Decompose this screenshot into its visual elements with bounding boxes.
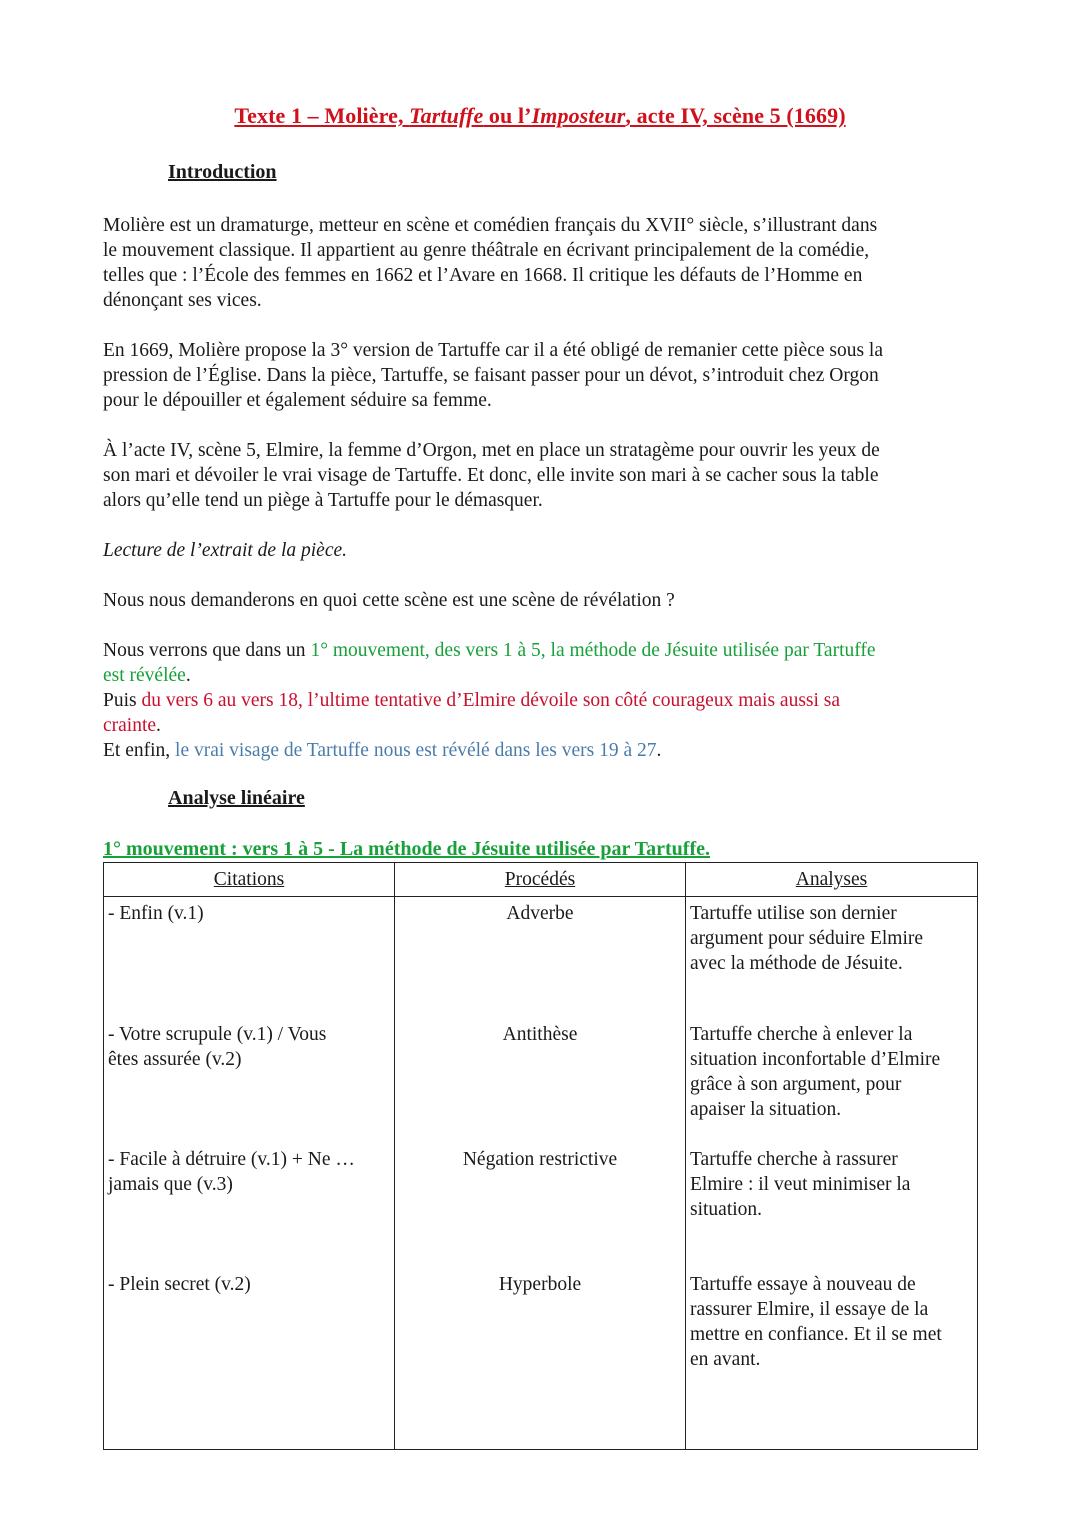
- plan-movement-1-line-1: Nous verrons que dans un 1° mouvement, des vers 1 à 5, la méthode de Jésuite utilisée par Tartuffe: [103, 640, 876, 661]
- text-line: rassurer Elmire, il essaye de la: [690, 1298, 929, 1320]
- analysis-heading: Analyse linéaire: [168, 787, 305, 809]
- text-line: - Votre scrupule (v.1) / Vous: [108, 1023, 327, 1045]
- reading-note: Lecture de l’extrait de la pièce.: [103, 540, 348, 561]
- plan-movement-2-line-2: crainte.: [103, 715, 161, 736]
- procede-cell: Antithèse: [395, 1022, 686, 1147]
- analyse-cell: [686, 897, 978, 1022]
- text-line: telles que : l’École des femmes en 1662 et l’Avare en 1668. Il critique les défauts de l’Homme en: [103, 265, 863, 286]
- text-line: - Plein secret (v.2): [108, 1273, 251, 1295]
- text-line: mettre en confiance. Et il se met: [690, 1323, 942, 1345]
- text-line: dénonçant ses vices.: [103, 290, 262, 311]
- text-line: Elmire : il veut minimiser la: [690, 1173, 911, 1195]
- text-line: situation.: [690, 1198, 763, 1220]
- table-row: [104, 1272, 978, 1450]
- citation-cell: [104, 897, 395, 1022]
- text-line: apaiser la situation.: [690, 1098, 842, 1120]
- text-line: alors qu’elle tend un piège à Tartuffe pour le démasquer.: [103, 490, 543, 511]
- document-title: Texte 1 – Molière, Tartuffe ou l’Imposteur, acte IV, scène 5 (1669): [234, 103, 846, 128]
- text-line: Tartuffe cherche à rassurer: [690, 1148, 898, 1170]
- text-line: le mouvement classique. Il appartient au genre théâtrale en écrivant principalement de la comédie,: [103, 240, 870, 261]
- text-line: avec la méthode de Jésuite.: [690, 953, 903, 974]
- text-line: grâce à son argument, pour: [690, 1073, 902, 1095]
- analyse-cell: [686, 1147, 978, 1272]
- citation-cell: [104, 1022, 395, 1147]
- column-header-analyses: Analyses: [686, 863, 978, 897]
- text-line: Tartuffe essaye à nouveau de: [690, 1273, 916, 1295]
- text-line: pour le dépouiller et également séduire sa femme.: [103, 390, 492, 411]
- movement-1-title: 1° mouvement : vers 1 à 5 - La méthode de Jésuite utilisée par Tartuffe.: [103, 838, 711, 860]
- text-line: pression de l’Église. Dans la pièce, Tartuffe, se faisant passer pour un dévot, s’introduit chez Orgon: [103, 365, 879, 386]
- text-line: argument pour séduire Elmire: [690, 928, 924, 949]
- plan-paragraph: [103, 638, 983, 763]
- problematic-question: Nous nous demanderons en quoi cette scène est une scène de révélation ?: [103, 590, 675, 611]
- text-line: êtes assurée (v.2): [108, 1048, 242, 1070]
- text-line: Tartuffe utilise son dernier: [690, 903, 897, 924]
- text-line: jamais que (v.3): [108, 1173, 233, 1195]
- table-header-row: [104, 863, 978, 897]
- introduction-heading: Introduction: [168, 161, 277, 183]
- text-line: En 1669, Molière propose la 3° version de Tartuffe car il a été obligé de remanier cette pièce sous la: [103, 340, 883, 361]
- table-row: [104, 1147, 978, 1272]
- text-line: Tartuffe cherche à enlever la: [690, 1023, 913, 1045]
- intro-paragraph-3: [103, 438, 983, 513]
- plan-movement-2-line-1: Puis du vers 6 au vers 18, l’ultime tentative d’Elmire dévoile son côté courageux mais aussi sa: [103, 690, 841, 711]
- intro-paragraph-1: [103, 213, 983, 313]
- plan-movement-3: Et enfin, le vrai visage de Tartuffe nous est révélé dans les vers 19 à 27.: [103, 740, 662, 761]
- procede-cell: Adverbe: [395, 897, 686, 1022]
- intro-paragraph-2: [103, 338, 983, 413]
- analysis-table: [103, 862, 978, 1450]
- analyse-cell: [686, 1022, 978, 1147]
- procede-cell: Hyperbole: [395, 1272, 686, 1450]
- citation-cell: [104, 1272, 395, 1450]
- column-header-procedes: Procédés: [395, 863, 686, 897]
- text-line: - Facile à détruire (v.1) + Ne …: [108, 1148, 355, 1170]
- text-line: - Enfin (v.1): [108, 903, 204, 924]
- text-line: Molière est un dramaturge, metteur en scène et comédien français du XVII° siècle, s’illustrant dans: [103, 215, 878, 236]
- text-line: en avant.: [690, 1348, 761, 1370]
- column-header-citations: Citations: [104, 863, 395, 897]
- text-line: À l’acte IV, scène 5, Elmire, la femme d’Orgon, met en place un stratagème pour ouvrir les yeux de: [103, 440, 880, 461]
- table-row: [104, 897, 978, 1022]
- table-row: [104, 1022, 978, 1147]
- citation-cell: [104, 1147, 395, 1272]
- procede-cell: Négation restrictive: [395, 1147, 686, 1272]
- text-line: son mari et dévoiler le vrai visage de Tartuffe. Et donc, elle invite son mari à se cacher sous la table: [103, 465, 879, 486]
- text-line: situation inconfortable d’Elmire: [690, 1048, 941, 1070]
- analyse-cell: [686, 1272, 978, 1450]
- plan-movement-1-line-2: est révélée.: [103, 665, 191, 686]
